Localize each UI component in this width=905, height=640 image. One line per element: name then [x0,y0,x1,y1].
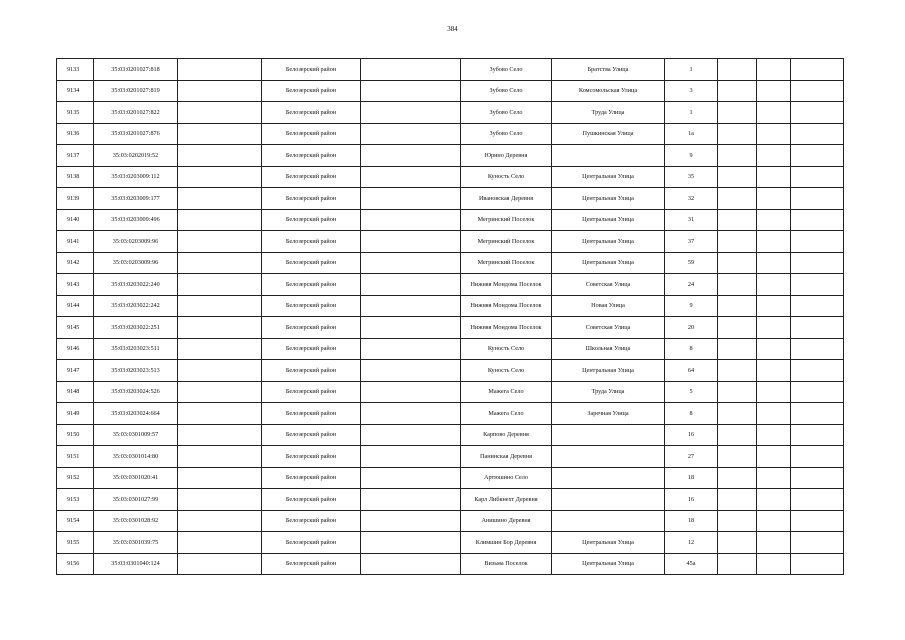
cell-empty [361,231,461,253]
cell-empty [718,188,757,210]
cell-district: Белозерский район [262,317,361,339]
cell-empty [757,295,791,317]
cell-empty [718,102,757,124]
cell-empty [361,510,461,532]
cell-empty [791,166,844,188]
table-row [57,360,844,382]
table-row [57,489,844,511]
cell-street: Центральная Улица [552,553,665,575]
table-row [57,231,844,253]
cell-locality: Зубово Село [461,123,552,145]
cell-district: Белозерский район [262,532,361,554]
cell-empty [757,123,791,145]
table-row [57,295,844,317]
cell-empty [757,338,791,360]
cell-empty [791,403,844,425]
cell-district: Белозерский район [262,424,361,446]
cell-row-number: 9145 [57,317,94,339]
cell-empty [757,252,791,274]
cell-locality: Юрино Деревня [461,145,552,167]
cell-street: Центральная Улица [552,188,665,210]
cell-empty [718,403,757,425]
cell-empty [178,381,262,403]
cell-cadastral-number: 35:03:0202019:52 [94,145,178,167]
table-row [57,424,844,446]
cell-street: Центральная Улица [552,209,665,231]
cell-empty [361,252,461,274]
cell-street: Центральная Улица [552,360,665,382]
cell-house-number: 59 [665,252,718,274]
cell-cadastral-number: 35:03:0301009:57 [94,424,178,446]
cell-empty [791,317,844,339]
cell-row-number: 9135 [57,102,94,124]
cell-district: Белозерский район [262,59,361,81]
cell-empty [718,231,757,253]
cell-empty [791,489,844,511]
cell-empty [757,102,791,124]
cell-district: Белозерский район [262,123,361,145]
cell-empty [757,489,791,511]
cell-house-number: 12 [665,532,718,554]
cell-empty [757,446,791,468]
cell-cadastral-number: 35:03:0201027:818 [94,59,178,81]
cell-empty [791,467,844,489]
cell-cadastral-number: 35:03:0201027:876 [94,123,178,145]
table-row [57,123,844,145]
cell-locality: Мегринский Поселок [461,252,552,274]
cell-cadastral-number: 35:03:0301027:99 [94,489,178,511]
cell-empty [178,123,262,145]
cell-locality: Визьма Поселок [461,553,552,575]
page-number: 384 [447,25,458,33]
cell-cadastral-number: 35:03:0203009:496 [94,209,178,231]
cell-empty [718,467,757,489]
cell-locality: Карл Либкнехт Деревня [461,489,552,511]
cell-empty [791,145,844,167]
cell-locality: Зубово Село [461,102,552,124]
cell-empty [361,360,461,382]
cell-empty [791,274,844,296]
table-row [57,446,844,468]
cell-empty [178,317,262,339]
cell-house-number: 9 [665,295,718,317]
cell-house-number: 9 [665,145,718,167]
cell-empty [361,274,461,296]
cell-row-number: 9143 [57,274,94,296]
cell-empty [718,510,757,532]
cell-empty [757,145,791,167]
cell-locality: Ивановская Деревня [461,188,552,210]
cell-cadastral-number: 35:03:0201027:819 [94,80,178,102]
cell-empty [718,123,757,145]
cell-empty [757,59,791,81]
cell-street: Советская Улица [552,317,665,339]
cell-empty [718,446,757,468]
cell-cadastral-number: 35:03:0203023:513 [94,360,178,382]
cell-district: Белозерский район [262,166,361,188]
cell-empty [178,209,262,231]
cell-cadastral-number: 35:03:0301040:124 [94,553,178,575]
cell-empty [791,424,844,446]
cell-locality: Куность Село [461,338,552,360]
cell-empty [361,532,461,554]
cell-row-number: 9144 [57,295,94,317]
cell-house-number: 27 [665,446,718,468]
cell-district: Белозерский район [262,252,361,274]
cell-street: Центральная Улица [552,532,665,554]
cell-street [552,489,665,511]
cell-empty [178,274,262,296]
cell-empty [757,166,791,188]
table-row [57,317,844,339]
cell-row-number: 9153 [57,489,94,511]
cell-row-number: 9142 [57,252,94,274]
cell-district: Белозерский район [262,209,361,231]
cell-row-number: 9150 [57,424,94,446]
cell-district: Белозерский район [262,145,361,167]
cell-house-number: 37 [665,231,718,253]
table-body [57,59,844,575]
cell-empty [178,80,262,102]
cell-district: Белозерский район [262,489,361,511]
cell-row-number: 9146 [57,338,94,360]
cell-empty [718,209,757,231]
cell-empty [718,381,757,403]
cell-empty [718,145,757,167]
cell-empty [361,338,461,360]
cell-street: Комсомольская Улица [552,80,665,102]
cell-empty [361,295,461,317]
cell-row-number: 9154 [57,510,94,532]
cell-row-number: 9139 [57,188,94,210]
cell-empty [178,231,262,253]
cell-empty [757,188,791,210]
cell-empty [361,446,461,468]
cell-empty [757,317,791,339]
cell-street: Школьная Улица [552,338,665,360]
table-row [57,166,844,188]
cell-empty [757,231,791,253]
table-row [57,274,844,296]
cell-empty [361,317,461,339]
table-row [57,532,844,554]
cell-house-number: 8 [665,338,718,360]
cell-house-number: 16 [665,489,718,511]
cell-empty [718,489,757,511]
cell-street: Труда Улица [552,381,665,403]
cell-cadastral-number: 35:03:0203022:242 [94,295,178,317]
cell-district: Белозерский район [262,338,361,360]
cell-street: Пушкинская Улица [552,123,665,145]
table-row [57,188,844,210]
cell-cadastral-number: 35:03:0203009:112 [94,166,178,188]
cell-empty [178,102,262,124]
cell-row-number: 9134 [57,80,94,102]
table-row [57,381,844,403]
cell-house-number: 3 [665,80,718,102]
cell-house-number: 35 [665,166,718,188]
cell-house-number: 64 [665,360,718,382]
cell-cadastral-number: 35:03:0203024:526 [94,381,178,403]
cell-house-number: 45а [665,553,718,575]
cell-empty [791,338,844,360]
cell-house-number: 20 [665,317,718,339]
cell-street [552,467,665,489]
table-row [57,338,844,360]
cell-empty [757,381,791,403]
cell-empty [757,403,791,425]
cell-empty [178,188,262,210]
table-row [57,467,844,489]
cell-locality: Куность Село [461,166,552,188]
cell-empty [757,532,791,554]
cell-empty [757,80,791,102]
cell-street [552,145,665,167]
cell-street: Новая Улица [552,295,665,317]
cell-empty [178,295,262,317]
cell-empty [178,424,262,446]
cell-empty [361,59,461,81]
cell-cadastral-number: 35:03:0203024:664 [94,403,178,425]
cell-district: Белозерский район [262,295,361,317]
table-row [57,553,844,575]
cell-row-number: 9152 [57,467,94,489]
cell-empty [718,532,757,554]
cell-locality: Карпово Деревня [461,424,552,446]
cell-empty [791,59,844,81]
cell-house-number: 18 [665,467,718,489]
cell-locality: Мажега Село [461,381,552,403]
table-row [57,145,844,167]
cell-empty [361,403,461,425]
cell-cadastral-number: 35:03:0201027:822 [94,102,178,124]
cell-empty [791,252,844,274]
cell-house-number: 1 [665,59,718,81]
cell-empty [361,209,461,231]
cell-cadastral-number: 35:03:0203022:240 [94,274,178,296]
cell-street: Центральная Улица [552,231,665,253]
cell-empty [361,166,461,188]
cell-empty [718,274,757,296]
cell-empty [178,252,262,274]
cell-empty [757,553,791,575]
cell-street: Труда Улица [552,102,665,124]
table-row [57,80,844,102]
cell-row-number: 9148 [57,381,94,403]
cell-house-number: 31 [665,209,718,231]
cell-house-number: 24 [665,274,718,296]
cell-empty [757,424,791,446]
cell-empty [361,80,461,102]
cell-cadastral-number: 35:03:0301020:41 [94,467,178,489]
cell-row-number: 9137 [57,145,94,167]
cell-locality: Панинская Деревня [461,446,552,468]
cell-locality: Нижняя Мондома Поселок [461,295,552,317]
cell-locality: Мажега Село [461,403,552,425]
cell-house-number: 32 [665,188,718,210]
cell-street: Центральная Улица [552,166,665,188]
cell-empty [791,123,844,145]
cell-row-number: 9133 [57,59,94,81]
cell-empty [361,145,461,167]
cell-row-number: 9149 [57,403,94,425]
cell-house-number: 5 [665,381,718,403]
cell-street [552,424,665,446]
cell-cadastral-number: 35:03:0203023:511 [94,338,178,360]
cell-empty [718,59,757,81]
cell-row-number: 9156 [57,553,94,575]
cell-empty [178,338,262,360]
table-row [57,102,844,124]
cell-empty [361,424,461,446]
cell-empty [718,295,757,317]
cell-district: Белозерский район [262,553,361,575]
cell-empty [178,532,262,554]
table-row [57,510,844,532]
cell-empty [791,360,844,382]
cell-empty [757,360,791,382]
cell-empty [178,59,262,81]
cell-cadastral-number: 35:03:0203022:251 [94,317,178,339]
cell-empty [718,553,757,575]
cell-empty [361,467,461,489]
cell-house-number: 1а [665,123,718,145]
cell-street: Братства Улица [552,59,665,81]
cell-empty [791,188,844,210]
cell-empty [178,360,262,382]
cell-cadastral-number: 35:03:0301039:75 [94,532,178,554]
cell-empty [718,338,757,360]
cell-street [552,510,665,532]
cell-row-number: 9155 [57,532,94,554]
cell-empty [791,209,844,231]
cell-empty [718,317,757,339]
cell-district: Белозерский район [262,403,361,425]
cell-district: Белозерский район [262,274,361,296]
cell-empty [178,553,262,575]
cell-empty [178,467,262,489]
cell-street: Заречная Улица [552,403,665,425]
cell-empty [178,489,262,511]
table-row [57,403,844,425]
cell-empty [361,123,461,145]
cell-district: Белозерский район [262,80,361,102]
table-row [57,252,844,274]
cell-empty [361,381,461,403]
cell-district: Белозерский район [262,188,361,210]
cell-empty [791,102,844,124]
cell-empty [791,381,844,403]
cell-locality: Нижняя Мондома Поселок [461,317,552,339]
cell-row-number: 9136 [57,123,94,145]
cell-empty [178,145,262,167]
cell-street [552,446,665,468]
cell-empty [361,188,461,210]
cell-district: Белозерский район [262,102,361,124]
cell-locality: Зубово Село [461,59,552,81]
cell-empty [791,510,844,532]
table-row [57,59,844,81]
cell-row-number: 9138 [57,166,94,188]
cell-district: Белозерский район [262,360,361,382]
cell-empty [718,424,757,446]
cell-empty [757,510,791,532]
cell-empty [791,295,844,317]
cell-empty [361,489,461,511]
cell-row-number: 9151 [57,446,94,468]
cell-empty [361,553,461,575]
cell-district: Белозерский район [262,510,361,532]
cell-empty [757,209,791,231]
cell-house-number: 18 [665,510,718,532]
cell-street: Советская Улица [552,274,665,296]
cell-district: Белозерский район [262,467,361,489]
cell-locality: Куность Село [461,360,552,382]
cell-empty [757,467,791,489]
cell-row-number: 9140 [57,209,94,231]
cell-empty [718,252,757,274]
cell-locality: Мегринский Поселок [461,231,552,253]
cell-empty [178,510,262,532]
cell-locality: Климшин Бор Деревня [461,532,552,554]
cell-cadastral-number: 35:03:0301014:80 [94,446,178,468]
cell-locality: Мегринский Поселок [461,209,552,231]
cell-cadastral-number: 35:03:0203009:96 [94,231,178,253]
cell-district: Белозерский район [262,381,361,403]
cell-empty [791,231,844,253]
cell-locality: Артюшино Село [461,467,552,489]
table-row [57,209,844,231]
cell-empty [791,532,844,554]
cell-empty [791,446,844,468]
cell-house-number: 8 [665,403,718,425]
cell-empty [361,102,461,124]
cell-row-number: 9141 [57,231,94,253]
cell-empty [178,446,262,468]
cell-row-number: 9147 [57,360,94,382]
cell-cadastral-number: 35:03:0203009:96 [94,252,178,274]
records-table [56,58,844,575]
cell-district: Белозерский район [262,231,361,253]
cell-cadastral-number: 35:03:0203009:177 [94,188,178,210]
cell-empty [757,274,791,296]
cell-cadastral-number: 35:03:0301028:92 [94,510,178,532]
cell-house-number: 1 [665,102,718,124]
cell-empty [178,166,262,188]
cell-locality: Зубово Село [461,80,552,102]
cell-locality: Нижняя Мондома Поселок [461,274,552,296]
cell-street: Центральная Улица [552,252,665,274]
cell-house-number: 16 [665,424,718,446]
cell-empty [718,80,757,102]
cell-empty [791,553,844,575]
cell-empty [718,360,757,382]
cell-district: Белозерский район [262,446,361,468]
cell-empty [718,166,757,188]
cell-empty [178,403,262,425]
cell-empty [791,80,844,102]
cell-locality: Анишино Деревня [461,510,552,532]
